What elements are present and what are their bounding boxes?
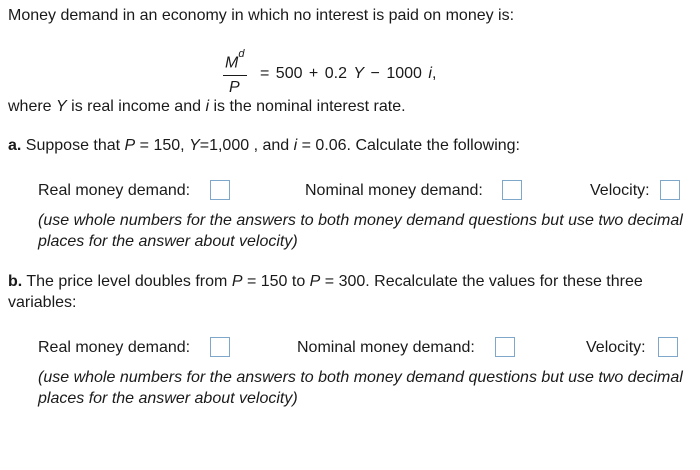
part-a-velocity-label: Velocity:	[590, 182, 650, 199]
part-b-question: b. The price level doubles from P = 150 to P = 300. Recalculate the values for these three variables:	[8, 273, 643, 311]
part-b-note: (use whole numbers for the answers to both money demand questions but use two decimal places for the answer about velocity)	[38, 369, 683, 407]
part-a-answer-row	[0, 179, 700, 203]
formula-denominator: P	[229, 79, 240, 96]
fraction-bar	[223, 75, 247, 76]
part-b-velocity-input[interactable]	[658, 337, 678, 357]
part-b-answer-row	[0, 336, 700, 360]
intro-text: Money demand in an economy in which no interest is paid on money is:	[8, 7, 515, 24]
part-b-nominal-label: Nominal money demand:	[297, 339, 475, 356]
formula-right-side: = 500 + 0.2 Y − 1000 i,	[260, 65, 437, 82]
part-a-nominal-money-demand-input[interactable]	[502, 180, 522, 200]
part-a-note: (use whole numbers for the answers to both money demand questions but use two decimal places for the answer about velocity)	[38, 212, 683, 250]
part-a-velocity-input[interactable]	[660, 180, 680, 200]
part-a-real-money-demand-input[interactable]	[210, 180, 230, 200]
part-a-real-label: Real money demand:	[38, 182, 191, 199]
where-text: where Y is real income and i is the nominal interest rate.	[8, 98, 406, 115]
part-b-velocity-label: Velocity:	[586, 339, 646, 356]
part-b-nominal-money-demand-input[interactable]	[495, 337, 515, 357]
formula-numerator: $M^d$	[225, 48, 245, 72]
part-b-real-money-demand-input[interactable]	[210, 337, 230, 357]
part-b-real-label: Real money demand:	[38, 339, 191, 356]
part-a-nominal-label: Nominal money demand:	[305, 182, 483, 199]
part-a-question: a. Suppose that P = 150, Y=1,000 , and i = 0.06. Calculate the following:	[8, 137, 520, 154]
